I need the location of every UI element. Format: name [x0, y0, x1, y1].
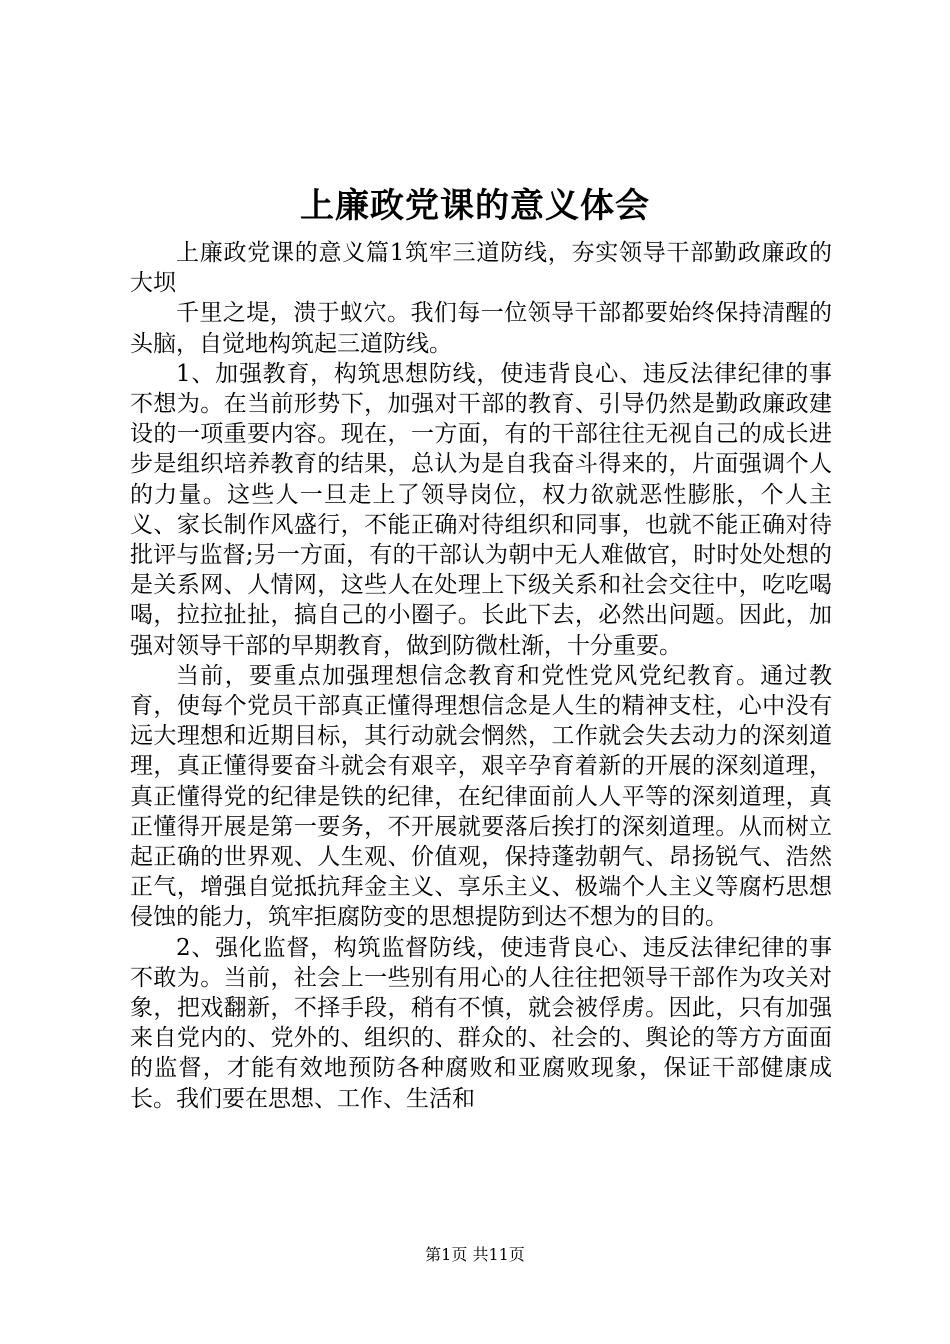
paragraph: 上廉政党课的意义篇1筑牢三道防线，夯实领导干部勤政廉政的大坝 — [130, 240, 832, 297]
document-body — [130, 238, 832, 1114]
paragraph: 2、强化监督，构筑监督防线，使违背良心、违反法律纪律的事不敢为。当前，社会上一些别有用心的人往往把领导干部作为攻关对象，把戏翻新，不择手段，稍有不慎，就会被俘虏。因此，只有加强来自党内的、党外的、组织的、群众的、社会的、舆论的等方方面面的监督，才能有效地预防各种腐败和亚腐败现象，保证干部健康成长。我们要在思想、工作、生活和 — [130, 934, 832, 1112]
paragraph: 1、加强教育，构筑思想防线，使违背良心、违反法律纪律的事不想为。在当前形势下，加强对干部的教育、引导仍然是勤政廉政建设的一项重要内容。现在，一方面，有的干部往往无视自己的成长进步是组织培养教育的结果，总认为是自我奋斗得来的，片面强调个人的力量。这些人一旦走上了领导岗位，权力欲就恶性膨胀，个人主义、家长制作风盛行，不能正确对待组织和同事，也就不能正确对待批评与监督;另一方面，有的干部认为朝中无人难做官，时时处处想的是关系网、人情网，这些人在处理上下级关系和社会交往中，吃吃喝喝，拉拉扯扯，搞自己的小圈子。长此下去，必然出问题。因此，加强对领导干部的早期教育，做到防微杜渐，十分重要。 — [130, 360, 832, 659]
paragraph: 当前，要重点加强理想信念教育和党性党风党纪教育。通过教育，使每个党员干部真正懂得理想信念是人生的精神支柱，心中没有远大理想和近期目标，其行动就会惘然，工作就会失去动力的深刻道理，真正懂得要奋斗就会有艰辛，艰辛孕育着新的开展的深刻道理，真正懂得党的纪律是铁的纪律，在纪律面前人人平等的深刻道理，真正懂得开展是第一要务，不开展就要落后挨打的深刻道理。从而树立起正确的世界观、人生观、价值观，保持蓬勃朝气、昂扬锐气、浩然正气，增强自觉抵抗拜金主义、享乐主义、极端个人主义等腐朽思想侵蚀的能力，筑牢拒腐防变的思想提防到达不想为的目的。 — [130, 662, 832, 931]
paragraph: 千里之堤，溃于蚁穴。我们每一位领导干部都要始终保持清醒的头脑，自觉地构筑起三道防线。 — [130, 300, 832, 357]
document-title: 上廉政党课的意义体会 — [300, 186, 650, 226]
page-number-footer: 第1页 共11页 — [425, 1245, 525, 1264]
